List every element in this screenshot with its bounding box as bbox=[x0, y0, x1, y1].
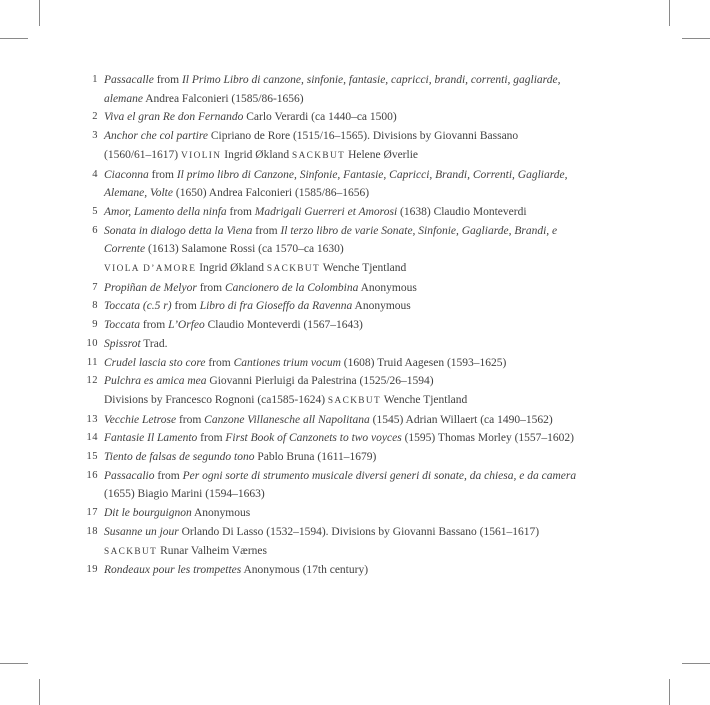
instrument-label: SACKBUT bbox=[104, 546, 158, 557]
instrument-label: SACKBUT bbox=[266, 264, 321, 275]
text-segment: Helene Øverlie bbox=[345, 148, 418, 161]
text-segment: Carlo Verardi (ca 1440–ca 1500) bbox=[243, 111, 397, 124]
crop-mark-bottom-left-horizontal bbox=[0, 663, 28, 664]
text-segment: (1560/61–1617) bbox=[104, 148, 181, 161]
text-segment: Giovanni Pierluigi da Palestrina (1525/26–1594) bbox=[206, 375, 434, 388]
track-line bbox=[104, 354, 506, 373]
text-segment: (1650) Andrea Falconieri (1585/86–1656) bbox=[172, 187, 370, 200]
text-segment: Anonymous bbox=[358, 281, 417, 294]
track-line bbox=[104, 485, 576, 504]
text-segment: from bbox=[153, 74, 182, 86]
text-segment: (1545) Adrian Willaert (ca 1490–1562) bbox=[369, 413, 553, 426]
track-item bbox=[0, 354, 680, 373]
text-segment: Passacalio bbox=[104, 469, 155, 482]
text-segment: from bbox=[176, 413, 205, 426]
track-number: 5 bbox=[92, 205, 98, 217]
track-item bbox=[0, 166, 680, 203]
text-segment: Orlando Di Lasso (1532–1594). Divisions by Giovanni Bassano (1561–1617) bbox=[178, 525, 540, 538]
track-text bbox=[98, 411, 553, 430]
track-text bbox=[98, 279, 417, 298]
track-line bbox=[104, 316, 363, 335]
track-number: 4 bbox=[92, 168, 98, 180]
track-line bbox=[104, 166, 568, 185]
track-text bbox=[98, 108, 397, 127]
track-text bbox=[98, 448, 376, 467]
track-text bbox=[98, 523, 539, 561]
text-segment: alemane bbox=[104, 92, 143, 105]
track-line bbox=[104, 297, 411, 316]
track-line bbox=[104, 467, 576, 486]
text-segment: Pablo Bruna (1611–1679) bbox=[254, 451, 377, 464]
text-segment: from bbox=[154, 469, 183, 482]
track-line bbox=[104, 90, 560, 109]
track-line bbox=[104, 391, 467, 411]
track-number: 1 bbox=[92, 74, 98, 85]
text-segment: Il Primo Libro di canzone, sinfonie, fantasie, capricci, brandi, correnti, gagliarde, bbox=[181, 74, 561, 86]
track-number: 10 bbox=[86, 337, 98, 349]
crop-mark-bottom-left-vertical bbox=[39, 679, 40, 705]
track-text bbox=[98, 222, 557, 279]
track-line bbox=[104, 108, 397, 127]
track-item bbox=[0, 297, 680, 316]
text-segment: Amor, Lamento della ninfa bbox=[104, 205, 227, 218]
text-segment: Anonymous (17th century) bbox=[241, 564, 369, 577]
track-item bbox=[0, 467, 680, 504]
text-segment: Per ogni sorte di strumento musicale diversi generi di sonate, da chiesa, e da camera bbox=[182, 469, 577, 482]
track-line bbox=[104, 222, 557, 241]
track-text bbox=[98, 316, 363, 335]
text-segment: Wenche Tjentland bbox=[320, 262, 407, 275]
track-line bbox=[104, 411, 553, 430]
track-item bbox=[0, 335, 680, 354]
track-line bbox=[104, 448, 376, 467]
track-text bbox=[98, 127, 518, 165]
text-segment: Anonymous bbox=[191, 507, 251, 520]
text-segment: L’Orfeo bbox=[168, 319, 205, 332]
crop-mark-top-left-vertical bbox=[39, 0, 40, 26]
text-segment: from bbox=[196, 281, 225, 294]
track-item bbox=[0, 222, 680, 279]
crop-mark-top-left-horizontal bbox=[0, 38, 28, 39]
text-segment: Anonymous bbox=[352, 300, 411, 313]
crop-mark-top-right-vertical bbox=[669, 0, 670, 26]
text-segment: Corrente bbox=[104, 243, 146, 256]
track-item bbox=[0, 127, 680, 165]
track-text bbox=[98, 372, 467, 410]
track-number: 13 bbox=[86, 413, 98, 425]
track-number: 9 bbox=[92, 319, 98, 331]
track-list bbox=[0, 71, 680, 580]
text-segment: Tiento de falsas de segundo tono bbox=[104, 451, 255, 464]
text-segment: Toccata bbox=[104, 319, 140, 332]
track-line bbox=[104, 240, 557, 259]
text-segment: Cantiones trium vocum bbox=[233, 356, 341, 369]
text-segment: Rondeaux pour les trompettes bbox=[104, 564, 242, 577]
track-text bbox=[98, 297, 411, 316]
track-item bbox=[0, 279, 680, 298]
track-item bbox=[0, 108, 680, 127]
track-line bbox=[104, 335, 168, 354]
track-line bbox=[104, 279, 417, 298]
text-segment: (1608) Truid Aagesen (1593–1625) bbox=[340, 356, 507, 369]
track-text bbox=[98, 203, 527, 222]
text-segment: Toccata (c.5 r) bbox=[104, 300, 172, 313]
text-segment: (1595) Thomas Morley (1557–1602) bbox=[401, 432, 574, 445]
instrument-label: SACKBUT bbox=[327, 395, 382, 406]
text-segment: Libro di fra Gioseffo da Ravenna bbox=[199, 300, 353, 313]
text-segment: Cancionero de la Colombina bbox=[224, 281, 359, 294]
track-text bbox=[98, 166, 568, 203]
track-number: 2 bbox=[92, 111, 98, 123]
text-segment: Spissrot bbox=[104, 337, 141, 350]
text-segment: Vecchie Letrose bbox=[104, 413, 177, 426]
text-segment: Alemane, Volte bbox=[104, 187, 173, 200]
track-item bbox=[0, 372, 680, 410]
track-line bbox=[104, 71, 560, 90]
track-line bbox=[104, 429, 574, 448]
track-number: 11 bbox=[86, 356, 98, 368]
text-segment: Crudel lascia sto core bbox=[104, 356, 206, 369]
crop-mark-bottom-right-vertical bbox=[669, 679, 670, 705]
text-segment: Propiñan de Melyor bbox=[104, 281, 197, 294]
text-segment: (1638) Claudio Monteverdi bbox=[397, 205, 527, 218]
text-segment: from bbox=[140, 319, 169, 332]
text-segment: Il primo libro di Canzone, Sinfonie, Fantasie, Capricci, Brandi, Correnti, Gagliarde, bbox=[176, 168, 568, 181]
track-item bbox=[0, 523, 680, 561]
track-text bbox=[98, 504, 250, 523]
text-segment: Passacalle bbox=[104, 74, 154, 86]
text-segment: (1655) Biagio Marini (1594–1663) bbox=[104, 488, 265, 501]
track-line bbox=[104, 542, 539, 562]
track-number: 6 bbox=[92, 224, 98, 236]
track-number: 12 bbox=[86, 375, 98, 387]
instrument-label: SACKBUT bbox=[292, 150, 346, 161]
track-item bbox=[0, 203, 680, 222]
track-item bbox=[0, 411, 680, 430]
track-text bbox=[98, 71, 560, 108]
text-segment: from bbox=[226, 205, 255, 218]
text-segment: Sonata in dialogo detta la Viena bbox=[104, 224, 253, 237]
track-number: 19 bbox=[86, 564, 98, 576]
text-segment: from bbox=[171, 300, 200, 313]
track-line bbox=[104, 504, 250, 523]
text-segment: Wenche Tjentland bbox=[381, 393, 468, 406]
track-line bbox=[104, 523, 539, 542]
instrument-label: VIOLIN bbox=[180, 150, 222, 161]
text-segment: from bbox=[197, 432, 226, 445]
text-segment: from bbox=[148, 168, 177, 181]
text-segment: (1613) Salamone Rossi (ca 1570–ca 1630) bbox=[145, 243, 344, 256]
text-segment: Ciaconna bbox=[104, 168, 149, 181]
track-number: 18 bbox=[86, 525, 98, 537]
text-segment: from bbox=[252, 224, 281, 237]
text-segment: Viva el gran Re don Fernando bbox=[104, 111, 244, 124]
crop-mark-top-right-horizontal bbox=[682, 38, 710, 39]
text-segment: Pulchra es amica mea bbox=[104, 375, 207, 388]
track-item bbox=[0, 561, 680, 580]
track-number: 8 bbox=[92, 300, 98, 312]
text-segment: Andrea Falconieri (1585/86-1656) bbox=[142, 92, 304, 105]
track-number: 17 bbox=[86, 507, 98, 519]
track-text bbox=[98, 467, 576, 504]
track-number: 15 bbox=[86, 451, 98, 463]
crop-mark-bottom-right-horizontal bbox=[682, 663, 710, 664]
track-text bbox=[98, 561, 368, 580]
text-segment: Susanne un jour bbox=[104, 525, 179, 538]
track-line bbox=[104, 259, 557, 279]
track-number: 16 bbox=[86, 469, 98, 481]
text-segment: Anchor che col partire bbox=[104, 130, 209, 143]
text-segment: Dit le bourguignon bbox=[104, 507, 192, 520]
track-number: 14 bbox=[86, 432, 98, 444]
track-item bbox=[0, 316, 680, 335]
track-line bbox=[104, 184, 568, 203]
track-item bbox=[0, 448, 680, 467]
track-number: 3 bbox=[92, 130, 98, 142]
track-line bbox=[104, 372, 467, 391]
track-line bbox=[104, 561, 368, 580]
instrument-label: VIOLA D’AMORE bbox=[104, 264, 197, 275]
text-segment: from bbox=[205, 356, 234, 369]
track-text bbox=[98, 335, 168, 354]
text-segment: First Book of Canzonets to two voyces bbox=[225, 432, 402, 445]
track-item bbox=[0, 504, 680, 523]
track-line bbox=[104, 203, 527, 222]
text-segment: Runar Valheim Værnes bbox=[157, 544, 267, 557]
text-segment: Ingrid Økland bbox=[196, 262, 267, 275]
text-segment: Madrigali Guerreri et Amorosi bbox=[254, 205, 398, 218]
track-line bbox=[104, 127, 518, 146]
text-segment: Divisions by Francesco Rognoni (ca1585-1624) bbox=[104, 393, 328, 406]
track-line bbox=[104, 146, 518, 166]
text-segment: Ingrid Økland bbox=[221, 148, 292, 161]
track-item bbox=[0, 71, 680, 108]
track-text bbox=[98, 354, 506, 373]
text-segment: Trad. bbox=[140, 337, 168, 350]
track-item bbox=[0, 429, 680, 448]
text-segment: Claudio Monteverdi (1567–1643) bbox=[204, 319, 363, 332]
text-segment: Fantasie Il Lamento bbox=[104, 432, 198, 445]
track-text bbox=[98, 429, 574, 448]
text-segment: Cipriano de Rore (1515/16–1565). Divisions by Giovanni Bassano bbox=[208, 130, 519, 143]
text-segment: Il terzo libro de varie Sonate, Sinfonie, Gagliarde, Brandi, e bbox=[280, 224, 558, 237]
text-segment: Canzone Villanesche all Napolitana bbox=[204, 413, 370, 426]
track-number: 7 bbox=[92, 281, 98, 293]
